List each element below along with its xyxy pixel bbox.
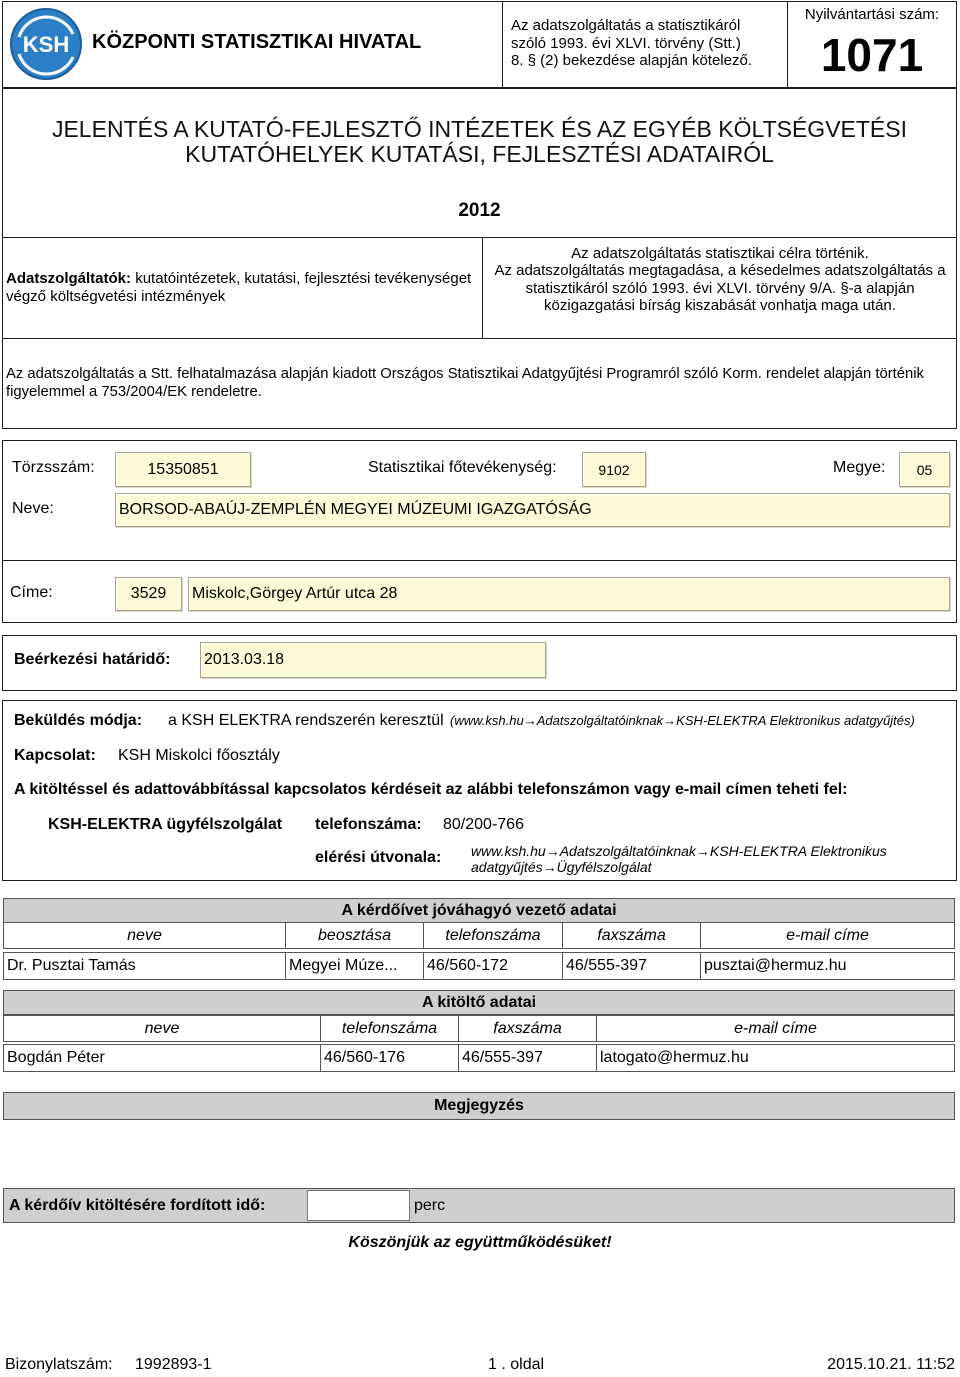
ksh-logo: [9, 7, 83, 81]
approver-fax: 46/555-397: [562, 952, 701, 980]
county-field: [899, 452, 950, 487]
filler-email: latogato@hermuz.hu: [596, 1044, 955, 1072]
legal-notice-line: 8. § (2) bekezdése alapján kötelező.: [511, 52, 752, 69]
postcode-value: 3529: [130, 585, 167, 602]
approver-col-email: e-mail címe: [700, 922, 955, 949]
method-value: a KSH ELEKTRA rendszerén keresztül: [168, 712, 444, 729]
time-spent-unit: perc: [414, 1197, 446, 1214]
page-number: 1 . oldal: [488, 1356, 545, 1373]
filler-name: Bogdán Péter: [3, 1044, 321, 1072]
approver-col-fax: faxszáma: [562, 922, 701, 949]
filler-table-title: A kitöltő adatai: [3, 990, 955, 1015]
filler-col-name: neve: [3, 1015, 321, 1042]
questions-text: A kitöltéssel és adattovábbítással kapcsolatos kérdéseit az alábbi telefonszámon vagy e-mail címen teheti fel:: [14, 781, 848, 798]
logo-text: KSH: [22, 32, 70, 57]
thanks-message: Köszönjük az együttműködésüket!: [348, 1234, 612, 1251]
filler-col-phone: telefonszáma: [320, 1015, 459, 1042]
doc-number: 1992893-1: [135, 1356, 212, 1373]
route-label: elérési útvonala:: [315, 849, 442, 866]
time-spent-input: [307, 1190, 410, 1221]
method-label: Beküldés módja:: [14, 712, 143, 729]
legal-notice: [511, 17, 752, 70]
legal-basis: Az adatszolgáltatás a Stt. felhatalmazása alapján kiadott Országos Statisztikai Adatgyűjtési Programról szóló Korm. rendelet alapján történik figyelemmel a 753/2004/EK rendeletre.: [6, 366, 924, 400]
contact-label: Kapcsolat:: [14, 747, 96, 764]
legal-notice-line: Az adatszolgáltatás a statisztikáról: [511, 17, 741, 34]
id-value: 15350851: [147, 460, 219, 478]
approver-table-title: A kérdőívet jóváhagyó vezető adatai: [3, 898, 955, 923]
deadline-field: [200, 642, 546, 678]
address-field: [188, 577, 950, 611]
approver-phone: 46/560-172: [423, 952, 563, 980]
activity-field: [582, 452, 646, 487]
address-label: Címe:: [10, 584, 53, 601]
approver-position: Megyei Múze...: [285, 952, 424, 980]
band-divider: [482, 237, 483, 339]
report-title-line: JELENTÉS A KUTATÓ-FEJLESZTŐ INTÉZETEK ÉS AZ EGYÉB KÖLTSÉGVETÉSI: [51, 116, 908, 142]
approver-col-position: beosztása: [285, 922, 424, 949]
report-title: [2, 117, 957, 167]
name-value: BORSOD-ABAÚJ-ZEMPLÉN MEGYEI MÚZEUMI IGAZGATÓSÁG: [119, 501, 592, 518]
approver-col-name: neve: [3, 922, 286, 949]
filler-fax: 46/555-397: [458, 1044, 597, 1072]
phone-label: telefonszáma:: [315, 816, 422, 833]
county-value: 05: [916, 461, 933, 478]
route-value: www.ksh.hu→Adatszolgáltatóinknak→KSH-ELEKTRA Elektronikus adatgyűjtés→Ügyfélszolgálat: [471, 843, 887, 875]
county-label: Megye:: [833, 459, 886, 476]
penalty-sentence: Az adatszolgáltatás megtagadása, a késedelmes adatszolgáltatás a statisztikáról szóló 1993. évi XLVI. törvény 9/A. §-a alapján közigazgatási bírság kiszabását vonhatja maga után.: [494, 262, 946, 314]
registration-number: 1071: [820, 29, 924, 81]
address-value: Miskolc,Görgey Artúr utca 28: [192, 585, 398, 602]
purpose-notice: [491, 245, 949, 314]
registration-label: Nyilvántartási szám:: [804, 6, 940, 23]
filler-phone: 46/560-176: [320, 1044, 459, 1072]
providers-label: Adatszolgáltatók:: [6, 270, 132, 287]
time-spent-label: A kérdőív kitöltésére fordított idő:: [9, 1197, 266, 1214]
purpose-sentence: Az adatszolgáltatás statisztikai célra történik.: [571, 245, 869, 262]
approver-col-phone: telefonszáma: [423, 922, 563, 949]
providers: [6, 270, 476, 306]
deadline-label: Beérkezési határidő:: [14, 651, 171, 668]
postcode-field: [115, 577, 182, 611]
activity-value: 9102: [598, 461, 630, 478]
id-field: [115, 452, 251, 487]
approver-email: pusztai@hermuz.hu: [700, 952, 955, 980]
helpdesk-label: KSH-ELEKTRA ügyfélszolgálat: [48, 816, 283, 833]
name-label: Neve:: [12, 500, 54, 517]
print-timestamp: 2015.10.21. 11:52: [827, 1356, 955, 1373]
report-year: 2012: [458, 200, 501, 221]
providers-text: kutatóintézetek, kutatási, fejlesztési tevékenységet végző költségvetési intézmények: [6, 270, 472, 305]
name-field: [115, 493, 950, 527]
deadline-value: 2013.03.18: [204, 651, 285, 668]
legal-notice-line: szóló 1993. évi XLVI. törvény (Stt.): [511, 34, 741, 52]
report-title-line: KUTATÓHELYEK KUTATÁSI, FEJLESZTÉSI ADATAIRÓL: [185, 141, 774, 167]
phone-value: 80/200-766: [443, 816, 524, 833]
filler-col-email: e-mail címe: [596, 1015, 955, 1042]
contact-value: KSH Miskolci főosztály: [118, 747, 280, 764]
approver-name: Dr. Pusztai Tamás: [3, 952, 286, 980]
method-path: (www.ksh.hu→Adatszolgáltatóinknak→KSH-ELEKTRA Elektronikus adatgyűjtés): [450, 713, 915, 728]
filler-col-fax: faxszáma: [458, 1015, 597, 1042]
agency-name: KÖZPONTI STATISZTIKAI HIVATAL: [92, 31, 422, 53]
doc-number-label: Bizonylatszám:: [5, 1356, 113, 1373]
activity-label: Statisztikai főtevékenység:: [368, 459, 557, 476]
id-label: Törzsszám:: [12, 459, 95, 476]
notes-title: Megjegyzés: [3, 1092, 955, 1120]
